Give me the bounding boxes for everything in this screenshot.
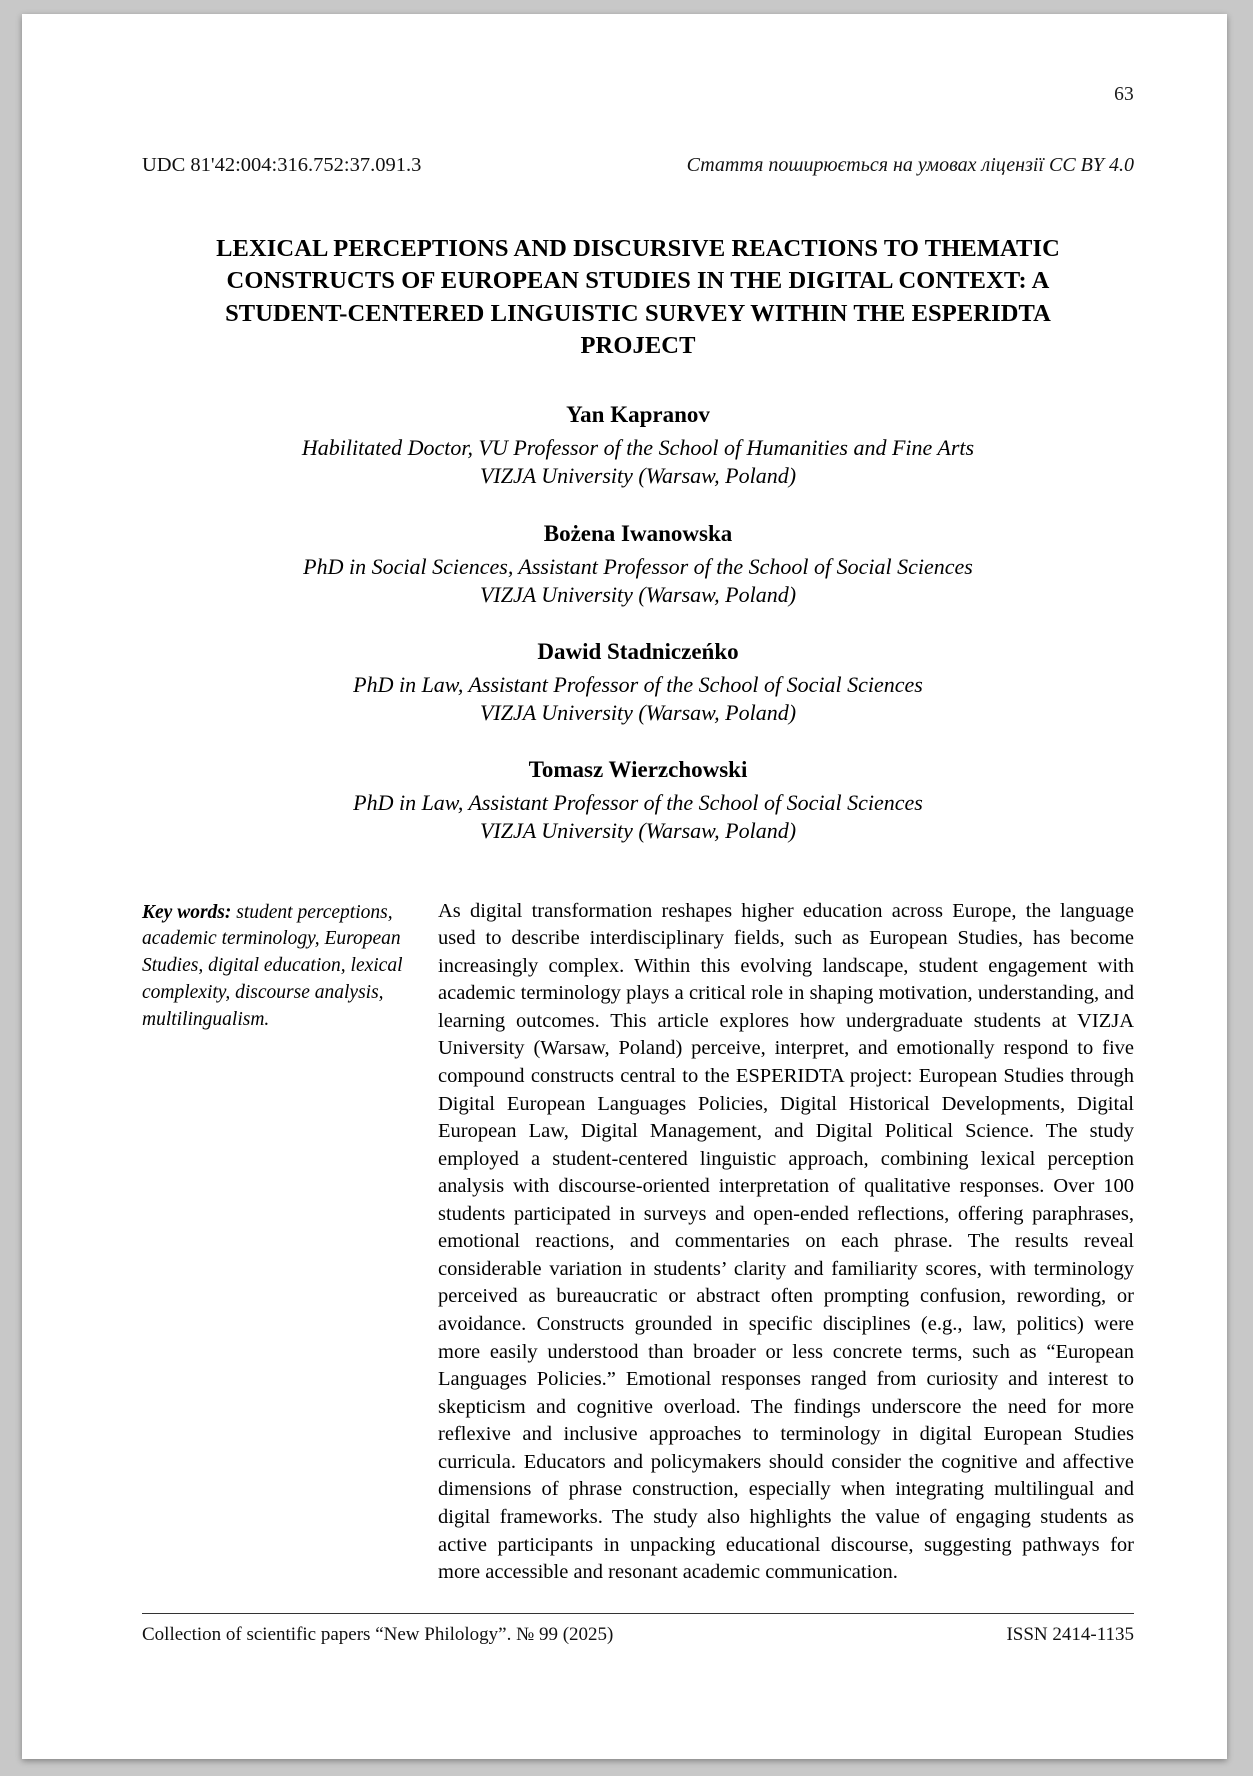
author-role: Habilitated Doctor, VU Professor of the School of Humanities and Fine Arts xyxy=(301,435,975,461)
author-entry xyxy=(142,521,1134,609)
keywords-block xyxy=(142,900,410,1035)
page-footer xyxy=(142,1624,1134,1646)
author-affiliation: VIZJA University (Warsaw, Poland) xyxy=(479,818,797,844)
footer-issn: ISSN 2414-1135 xyxy=(1006,1624,1134,1645)
page-content xyxy=(142,84,1134,1622)
author-entry xyxy=(142,639,1134,727)
author-affiliation: VIZJA University (Warsaw, Poland) xyxy=(479,581,797,607)
abstract-section xyxy=(142,898,1134,1587)
keywords-label: Key words: xyxy=(142,901,237,923)
footer-source: Collection of scientific papers “New Philology”. № 99 (2025) xyxy=(142,1624,614,1645)
author-affiliation: VIZJA University (Warsaw, Poland) xyxy=(479,463,797,489)
keywords-column xyxy=(142,898,410,1035)
udc-code: UDC 81'42:004:316.752:37.091.3 xyxy=(142,154,422,176)
author-role: PhD in Law, Assistant Professor of the School of Social Sciences xyxy=(353,790,923,816)
keywords-list: student perceptions, academic terminology, European Studies, digital education, lexical complexity, discourse analysis, multilingualism. xyxy=(142,901,403,1031)
header-meta-row xyxy=(142,154,1134,177)
footer-divider xyxy=(142,1613,1134,1614)
author-list xyxy=(142,402,1134,845)
license-notice: Стаття поширюється на умовах ліцензії CC BY 4.0 xyxy=(686,154,1134,176)
author-entry xyxy=(142,402,1134,490)
page-title: LEXICAL PERCEPTIONS AND DISCURSIVE REACTIONS TO THEMATIC CONSTRUCTS OF EUROPEAN STUDIES IN THE DIGITAL CONTEXT: A STUDENT-CENTERED LINGUISTIC SURVEY WITHIN THE ESPERIDTA PROJECT xyxy=(216,235,1060,359)
author-name: Bożena Iwanowska xyxy=(543,520,733,546)
author-affiliation: VIZJA University (Warsaw, Poland) xyxy=(479,700,797,726)
abstract-text: As digital transformation reshapes higher education across Europe, the language used to describe interdisciplinary fields, such as European Studies, has become increasingly complex. Within this evolving landscape, student engagement with academic terminology plays a critical role in shaping motivation, understanding, and learning outcomes. This article explores how undergraduate students at VIZJA University (Warsaw, Poland) perceive, interpret, and emotionally respond to five compound constructs central to the ESPERIDTA project: European Studies through Digital European Languages Policies, Digital Historical Developments, Digital European Law, Digital Management, and Digital Political Science. The study employed a student-centered linguistic approach, combining lexical perception analysis with discourse-oriented interpretation of qualitative responses. Over 100 students participated in surveys and open-ended reflections, offering paraphrases, emotional reactions, and commentaries on each phrase. The results reveal considerable variation in students’ clarity and familiarity scores, with terminology perceived as bureaucratic or abstract often prompting confusion, rewording, or avoidance. Constructs grounded in specific disciplines (e.g., law, politics) were more easily understood than broader or less concrete terms, such as “European Languages Policies.” Emotional responses ranged from curiosity and interest to skepticism and cognitive overload. The findings underscore the need for more reflexive and inclusive approaches to terminology in digital European Studies curricula. Educators and policymakers should consider the cognitive and affective dimensions of phrase construction, especially when integrating multilingual and digital frameworks. The study also highlights the value of engaging students as active participants in unpacking educational discourse, suggesting pathways for more accessible and resonant academic communication. xyxy=(438,899,1134,1584)
author-name: Yan Kapranov xyxy=(566,402,710,428)
document-page xyxy=(22,14,1227,1759)
page-number: 63 xyxy=(1114,84,1134,105)
author-role: PhD in Law, Assistant Professor of the School of Social Sciences xyxy=(353,671,923,697)
abstract-column xyxy=(438,898,1134,1587)
author-entry xyxy=(142,757,1134,845)
author-name: Dawid Stadniczeńko xyxy=(537,638,739,664)
author-role: PhD in Social Sciences, Assistant Professor of the School of Social Sciences xyxy=(303,553,973,579)
author-name: Tomasz Wierzchowski xyxy=(528,757,748,783)
